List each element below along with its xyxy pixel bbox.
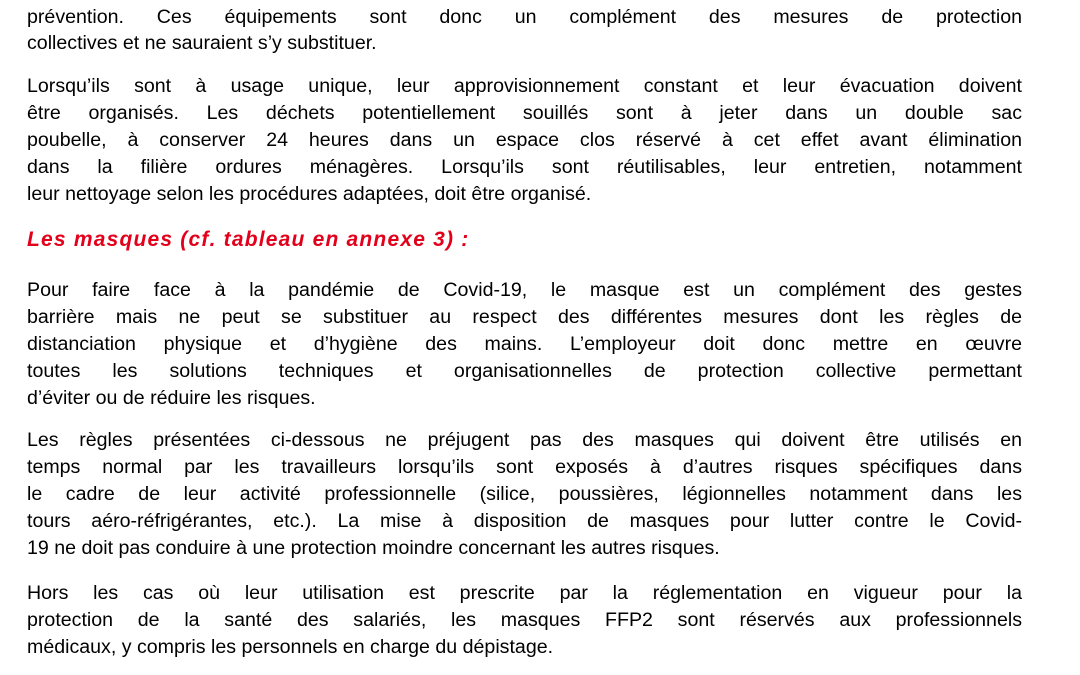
text-line: 19 ne doit pas conduire à une protection moindre concernant les autres risques. [27, 537, 720, 559]
text-line: temps normal par les travailleurs lorsqu’ils sont exposés à d’autres risques spécifiques dans [27, 456, 1022, 478]
text-line: leur nettoyage selon les procédures adaptées, doit être organisé. [27, 183, 592, 205]
text-line: être organisés. Les déchets potentiellement souillés sont à jeter dans un double sac [27, 102, 1022, 124]
text-line: toutes les solutions techniques et organisationnelles de protection collective permettant [27, 360, 1022, 382]
text-line: Hors les cas où leur utilisation est prescrite par la réglementation en vigueur pour la [27, 582, 1022, 604]
section-heading: Les masques (cf. tableau en annexe 3) : [27, 228, 470, 251]
text-line: distanciation physique et d’hygiène des mains. L’employeur doit donc mettre en œuvre [27, 333, 1022, 355]
text-line: d’éviter ou de réduire les risques. [27, 387, 316, 409]
text-line: Les règles présentées ci-dessous ne préjugent pas des masques qui doivent être utilisés en [27, 429, 1022, 451]
text-line: médicaux, y compris les personnels en charge du dépistage. [27, 636, 554, 658]
text-line: prévention. Ces équipements sont donc un complément des mesures de protection [27, 6, 1022, 28]
text-line: le cadre de leur activité professionnelle (silice, poussières, légionnelles notamment dans les [27, 483, 1022, 505]
text-line: Pour faire face à la pandémie de Covid-19, le masque est un complément des gestes [27, 279, 1022, 301]
text-line: Lorsqu’ils sont à usage unique, leur approvisionnement constant et leur évacuation doivent [27, 75, 1022, 97]
text-line: protection de la santé des salariés, les masques FFP2 sont réservés aux professionnels [27, 609, 1022, 631]
text-line: poubelle, à conserver 24 heures dans un espace clos réservé à cet effet avant élimination [27, 129, 1022, 151]
text-line: tours aéro-réfrigérantes, etc.). La mise à disposition de masques pour lutter contre le Covid- [27, 510, 1022, 532]
text-line: barrière mais ne peut se substituer au respect des différentes mesures dont les règles de [27, 306, 1022, 328]
text-line: dans la filière ordures ménagères. Lorsqu’ils sont réutilisables, leur entretien, notamment [27, 156, 1022, 178]
text-line: collectives et ne sauraient s’y substituer. [27, 32, 377, 54]
